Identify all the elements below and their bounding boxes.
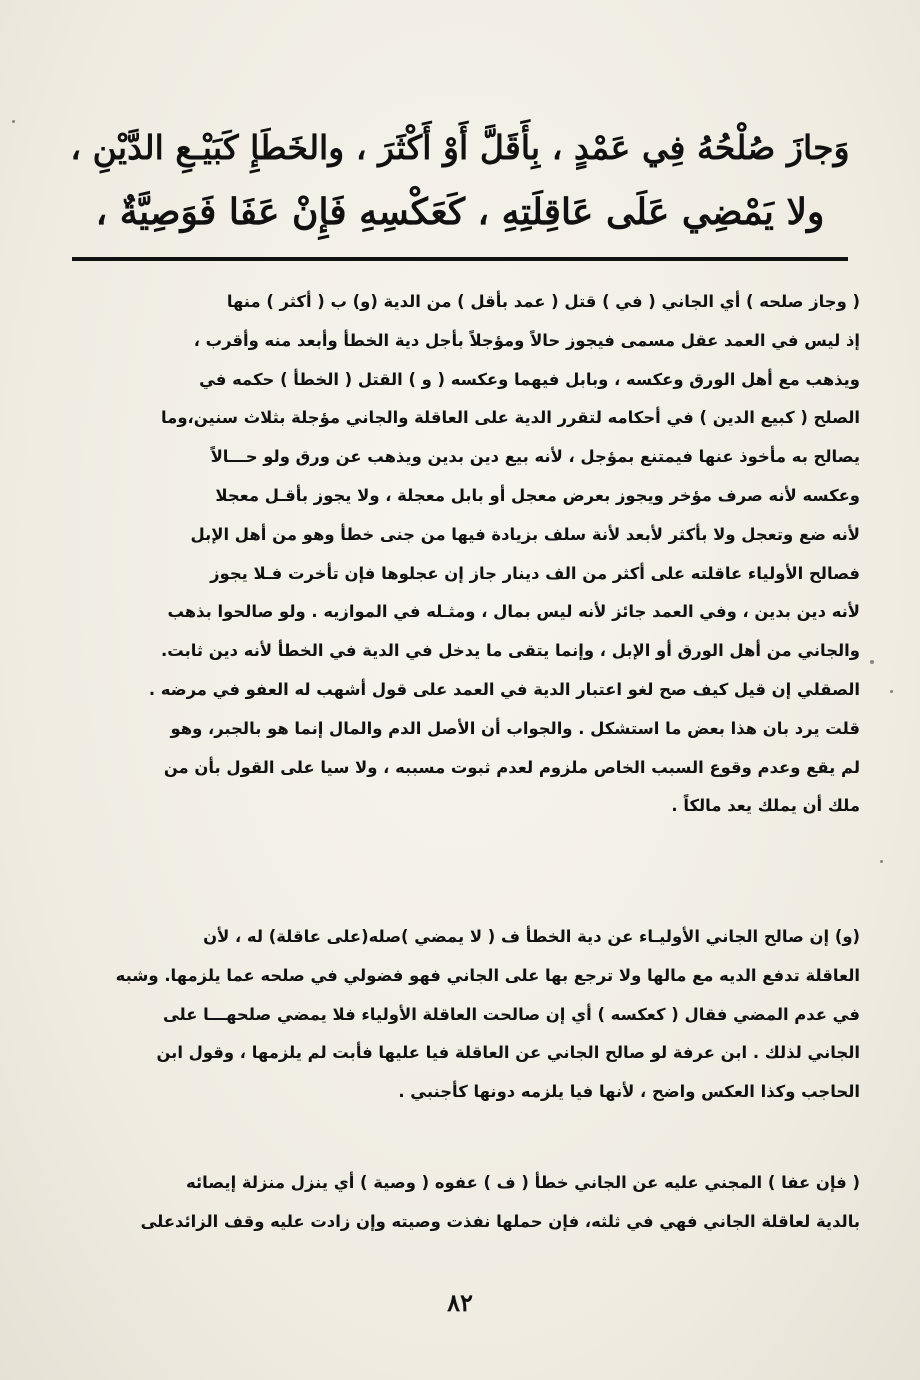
commentary-line: لم يقع وعدم وقوع السبب الخاص ملزوم لعدم ثبوت مسببه ، ولا سيا على القول بأن من — [163, 757, 860, 777]
separator-rule — [72, 257, 848, 261]
matn-line-1: وَجازَ صُلْحُهُ فِي عَمْدٍ ، بِأَقَلَّ أَوْ أَكْثَرَ ، والخَطَإِ كَبَيْـعِ الدَّيْنِ ، — [70, 128, 850, 167]
commentary-paragraph-1 — [60, 283, 860, 826]
commentary-line: ويذهب مع أهل الورق وعكسه ، وبابل فيهما وعكسه ( و ) القتل ( الخطأ ) حكمه في — [199, 369, 860, 389]
matn-line-2: ولا يَمْضِي عَلَى عَاقِلَتِهِ ، كَعَكْسِهِ فَإِنْ عَفَا فَوَصِيَّةٌ ، — [95, 191, 825, 233]
commentary-line: ملك أن يملك يعد مالكاً . — [671, 796, 860, 816]
scan-speck — [880, 860, 883, 863]
commentary-line: فصالح الأولياء عاقلته على أكثر من الف دينار جاز إن عجلوها فإن تأخرت فـلا يجوز — [210, 563, 860, 583]
scan-speck — [890, 690, 893, 693]
commentary-line: ( وجاز صلحه ) أي الجاني ( في ) قتل ( عمد بأقل ) من الدية (و) ب ( أكثر ) منها — [226, 292, 860, 311]
commentary-line: لأنه دين بدين ، وفي العمد جائز لأنه ليس بمال ، ومثـله في الموازيه . ولو صالحوا بذهب — [167, 602, 860, 622]
commentary-line: والجاني من أهل الورق أو الإبل ، وإنما يتقى ما يدخل في الدية في الخطأ لأنه دين ثابت. — [161, 641, 860, 661]
commentary-paragraph-3 — [60, 1164, 860, 1242]
commentary-line: (و) إن صالح الجاني الأوليـاء عن دية الخطأ ف ( لا يمضي )صله(على عاقلة) له ، لأن — [203, 927, 860, 946]
commentary-line: بالدية لعاقلة الجاني فهي في ثلثه، فإن حملها نفذت وصيته وإن زادت عليه وقف الزائدعلى — [140, 1211, 860, 1231]
commentary-line: ( فإن عفا ) المجني عليه عن الجاني خطأ ( ف ) عفوه ( وصية ) أي ينزل منزلة إيصائه — [186, 1173, 860, 1192]
commentary-line: وعكسه لأنه صرف مؤخر ويجوز بعرض معجل أو بابل معجلة ، ولا يجوز بأقـل معجلا — [215, 485, 860, 505]
commentary-line: الحاجب وكذا العكس واضح ، لأنها فيا يلزمه دونها كأجنبي . — [398, 1082, 860, 1102]
commentary-line: الجاني لذلك . ابن عرفة لو صالح الجاني عن العاقلة فيا عليها فأبت لم يلزمها ، وقول ابن — [156, 1043, 860, 1063]
commentary-line: العاقلة تدفع الديه مع مالها ولا ترجع بها على الجاني فهو فضولي في صلحه عما يلزمها. وشبه — [115, 965, 860, 985]
scan-speck — [870, 660, 874, 664]
commentary-line: لأنه ضع وتعجل ولا بأكثر لأبعد لأنة سلف بزيادة فيها من جنى خطأ وهو من أهل الإبل — [190, 524, 860, 544]
commentary-paragraph-2 — [60, 918, 860, 1112]
commentary-line: قلت يرد بان هذا بعض ما استشكل . والجواب أن الأصل الدم والمال إنما هو بالجبر، وهو — [170, 718, 860, 738]
commentary-line: الصلح ( كبيع الدين ) في أحكامه لتقرر الدية على العاقلة والجاني مؤجلة بثلاث سنين،وما — [161, 408, 860, 428]
commentary-line: الصقلي إن قيل كيف صح لغو اعتبار الدية في العمد على قول أشهب له العفو في مرضه . — [148, 679, 860, 699]
page-number: ٨٢ — [447, 1288, 473, 1317]
commentary-line: يصالح به مأخوذ عنها فيمتنع بمؤجل ، لأنه بيع دين بدين ويذهب عن ورق ولو حـــالاً — [210, 447, 860, 467]
commentary-line: إذ ليس في العمد عقل مسمى فيجوز حالاً ومؤجلاً بأجل دية الخطأ وأبعد منه وأقرب ، — [193, 330, 860, 350]
scan-speck — [12, 120, 15, 123]
commentary-line: في عدم المضي فقال ( كعكسه ) أي إن صالحت العاقلة الأولياء فلا يمضي صلحهـــا على — [162, 1004, 860, 1024]
